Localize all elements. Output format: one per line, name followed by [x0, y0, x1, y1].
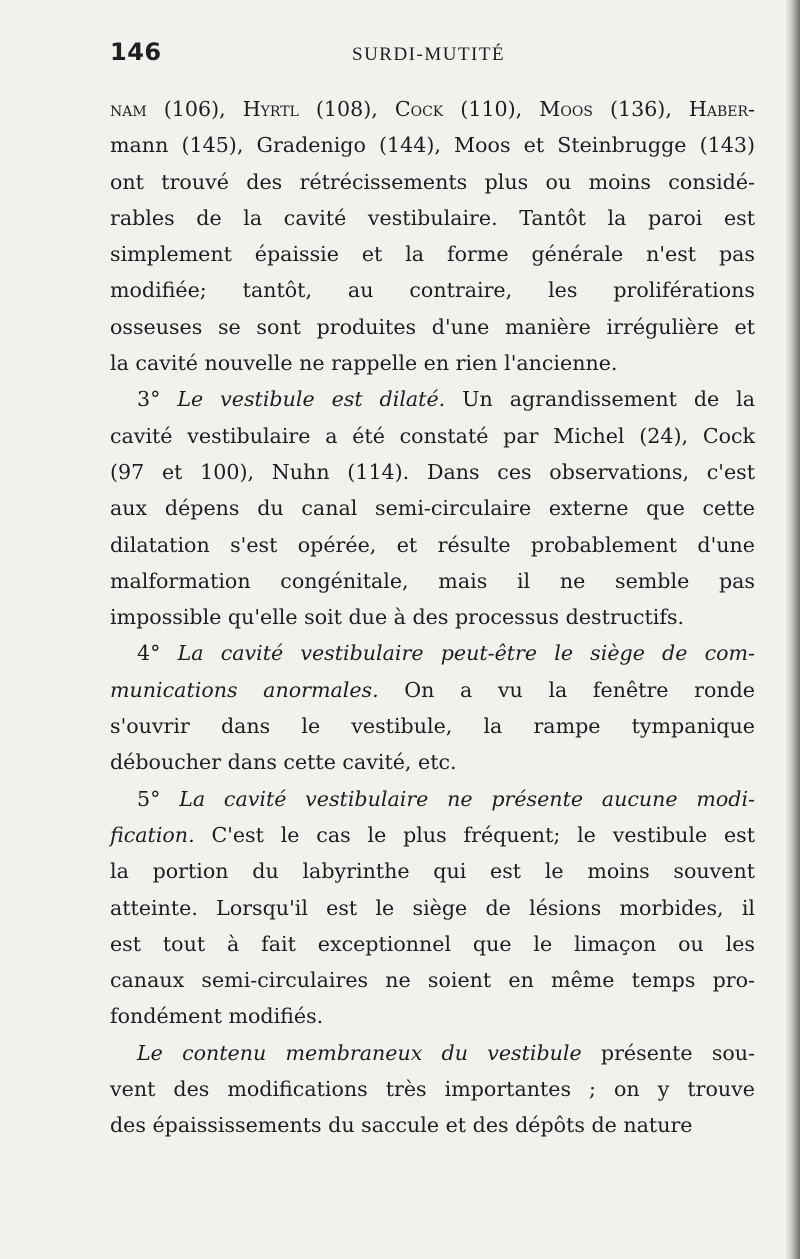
text-line: mann (145), Gradenigo (144), Moos et Steinbrugge (143) — [110, 133, 755, 158]
text-run: Un agrandissement de la — [462, 387, 756, 412]
section-heading-line — [110, 781, 755, 817]
section-title: Le vestibule est dilaté. — [177, 387, 446, 412]
section-number: 3° — [137, 387, 161, 412]
page-edge-shadow — [786, 0, 800, 1259]
text-line: rables de la cavité vestibulaire. Tantôt la paroi est — [110, 205, 755, 230]
section-heading-line — [110, 1035, 755, 1071]
text-line: fondément modifiés. — [110, 1004, 324, 1029]
text-run: présente sou- — [600, 1040, 756, 1065]
text-line: vent des modifications très importantes ; on y trouve — [110, 1077, 755, 1102]
section-title: La cavité vestibulaire peut-être le siège de com- — [177, 641, 756, 666]
text-run: C'est le cas le plus fréquent; le vestibule est — [211, 822, 756, 847]
body-text — [110, 91, 755, 1144]
text-line: ont trouvé des rétrécissements plus ou moins considé- — [110, 169, 755, 194]
text-line: déboucher dans cette cavité, etc. — [110, 750, 457, 775]
section-title: munications anormales. — [110, 677, 379, 702]
section-heading-line — [110, 381, 755, 417]
text-line: modifiée; tantôt, au contraire, les proliférations — [110, 278, 755, 303]
page-header — [110, 38, 750, 78]
text-line: cavité vestibulaire a été constaté par Michel (24), Cock — [110, 423, 755, 448]
text-run: On a vu la fenêtre ronde — [404, 677, 755, 702]
text-line: atteinte. Lorsqu'il est le siège de lésions morbides, il — [110, 895, 755, 920]
section-number: 5° — [137, 786, 161, 811]
text-line: simplement épaissie et la forme générale n'est pas — [110, 242, 755, 267]
text-line: canaux semi-circulaires ne soient en même temps pro- — [110, 968, 755, 993]
section-number: 4° — [137, 641, 161, 666]
text-line: nam (106), Hyrtl (108), Cock (110), Moos (136), Haber- — [110, 97, 755, 121]
text-line: la portion du labyrinthe qui est le moins souvent — [110, 859, 755, 884]
text-line: (97 et 100), Nuhn (114). Dans ces observations, c'est — [110, 459, 755, 484]
text-line: la cavité nouvelle ne rappelle en rien l'ancienne. — [110, 351, 618, 376]
section-title: La cavité vestibulaire ne présente aucune modi- — [179, 786, 756, 811]
text-line: osseuses se sont produites d'une manière irrégulière et — [110, 314, 755, 339]
text-line: est tout à fait exceptionnel que le limaçon ou les — [110, 931, 755, 956]
page-number: 146 — [110, 38, 162, 66]
section-heading-line — [110, 635, 755, 671]
text-line: impossible qu'elle soit due à des processus destructifs. — [110, 605, 685, 630]
section-title: Le contenu membraneux du vestibule — [137, 1040, 582, 1065]
text-line: aux dépens du canal semi-circulaire externe que cette — [110, 496, 755, 521]
text-line: malformation congénitale, mais il ne semble pas — [110, 568, 755, 593]
section-heading-line — [110, 817, 755, 853]
text-line: s'ouvrir dans le vestibule, la rampe tympanique — [110, 714, 755, 739]
running-title: SURDI-MUTITÉ — [352, 44, 506, 65]
section-heading-line — [110, 672, 755, 708]
text-line: des épaississements du saccule et des dépôts de nature — [110, 1113, 693, 1138]
section-title: fication. — [110, 822, 195, 847]
text-line: dilatation s'est opérée, et résulte probablement d'une — [110, 532, 755, 557]
